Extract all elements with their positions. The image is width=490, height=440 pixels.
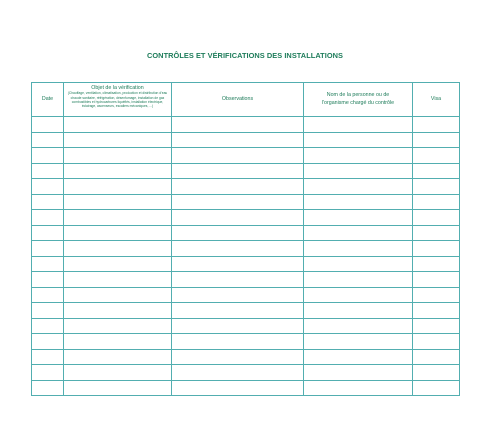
observations-cell[interactable]	[172, 225, 304, 241]
objet-cell[interactable]	[64, 179, 172, 195]
objet-column-title: Objet de la vérification	[91, 85, 144, 91]
date-cell[interactable]	[32, 318, 64, 334]
observations-cell[interactable]	[172, 132, 304, 148]
date-cell[interactable]	[32, 256, 64, 272]
visa-cell[interactable]	[413, 148, 460, 164]
observations-cell[interactable]	[172, 380, 304, 396]
table-row	[32, 287, 460, 303]
table-row	[32, 380, 460, 396]
observations-cell[interactable]	[172, 318, 304, 334]
objet-cell[interactable]	[64, 225, 172, 241]
table-header-row	[32, 83, 460, 117]
visa-cell[interactable]	[413, 194, 460, 210]
observations-column-header: Observations	[172, 83, 304, 117]
table-row	[32, 256, 460, 272]
observations-cell[interactable]	[172, 349, 304, 365]
table-body	[32, 117, 460, 396]
nom-cell[interactable]	[304, 365, 413, 381]
observations-cell[interactable]	[172, 148, 304, 164]
observations-cell[interactable]	[172, 117, 304, 133]
objet-column-detail: (Chauffage, ventilation, climatisation, production et distribution d'eau chaude sanitaire, réfrigération, désenfumage, installation de gaz combustibles et hydrocarbures liquéfiés, installation électrique, éclairage, ascenseurs, escaliers mécaniques, ...)	[67, 91, 168, 109]
table-row	[32, 272, 460, 288]
nom-cell[interactable]	[304, 349, 413, 365]
observations-cell[interactable]	[172, 163, 304, 179]
visa-cell[interactable]	[413, 365, 460, 381]
nom-cell[interactable]	[304, 256, 413, 272]
date-cell[interactable]	[32, 287, 64, 303]
nom-column-title-line2: l'organisme chargé du contrôle	[321, 99, 395, 106]
visa-cell[interactable]	[413, 132, 460, 148]
objet-cell[interactable]	[64, 365, 172, 381]
date-cell[interactable]	[32, 303, 64, 319]
objet-cell[interactable]	[64, 287, 172, 303]
table-row	[32, 194, 460, 210]
visa-cell[interactable]	[413, 256, 460, 272]
date-cell[interactable]	[32, 163, 64, 179]
visa-cell[interactable]	[413, 287, 460, 303]
date-cell[interactable]	[32, 132, 64, 148]
table-row	[32, 318, 460, 334]
date-cell[interactable]	[32, 210, 64, 226]
visa-cell[interactable]	[413, 318, 460, 334]
table-row	[32, 148, 460, 164]
nom-column-header	[304, 83, 413, 117]
nom-cell[interactable]	[304, 272, 413, 288]
nom-cell[interactable]	[304, 117, 413, 133]
inspection-register-table	[31, 82, 460, 396]
observations-cell[interactable]	[172, 194, 304, 210]
page-title: CONTRÔLES ET VÉRIFICATIONS DES INSTALLATIONS	[147, 51, 343, 60]
date-cell[interactable]	[32, 334, 64, 350]
nom-cell[interactable]	[304, 225, 413, 241]
nom-cell[interactable]	[304, 241, 413, 257]
objet-cell[interactable]	[64, 132, 172, 148]
observations-cell[interactable]	[172, 334, 304, 350]
visa-cell[interactable]	[413, 241, 460, 257]
objet-cell[interactable]	[64, 117, 172, 133]
observations-cell[interactable]	[172, 256, 304, 272]
visa-column-header: Visa	[413, 83, 460, 117]
nom-cell[interactable]	[304, 334, 413, 350]
date-cell[interactable]	[32, 179, 64, 195]
nom-cell[interactable]	[304, 287, 413, 303]
visa-cell[interactable]	[413, 380, 460, 396]
date-cell[interactable]	[32, 194, 64, 210]
observations-cell[interactable]	[172, 365, 304, 381]
nom-cell[interactable]	[304, 318, 413, 334]
date-cell[interactable]	[32, 380, 64, 396]
visa-cell[interactable]	[413, 334, 460, 350]
nom-cell[interactable]	[304, 132, 413, 148]
visa-cell[interactable]	[413, 210, 460, 226]
visa-cell[interactable]	[413, 225, 460, 241]
visa-cell[interactable]	[413, 349, 460, 365]
table-row	[32, 132, 460, 148]
objet-cell[interactable]	[64, 349, 172, 365]
nom-cell[interactable]	[304, 380, 413, 396]
table-row	[32, 210, 460, 226]
observations-cell[interactable]	[172, 287, 304, 303]
visa-cell[interactable]	[413, 163, 460, 179]
objet-cell[interactable]	[64, 334, 172, 350]
objet-cell[interactable]	[64, 148, 172, 164]
objet-cell[interactable]	[64, 318, 172, 334]
date-cell[interactable]	[32, 365, 64, 381]
objet-cell[interactable]	[64, 194, 172, 210]
visa-cell[interactable]	[413, 179, 460, 195]
objet-cell[interactable]	[64, 380, 172, 396]
table-row	[32, 163, 460, 179]
nom-cell[interactable]	[304, 303, 413, 319]
objet-cell[interactable]	[64, 256, 172, 272]
nom-cell[interactable]	[304, 179, 413, 195]
observations-cell[interactable]	[172, 303, 304, 319]
objet-cell[interactable]	[64, 241, 172, 257]
observations-cell[interactable]	[172, 179, 304, 195]
table-row	[32, 225, 460, 241]
observations-cell[interactable]	[172, 241, 304, 257]
objet-cell[interactable]	[64, 272, 172, 288]
date-cell[interactable]	[32, 349, 64, 365]
date-cell[interactable]	[32, 225, 64, 241]
visa-cell[interactable]	[413, 117, 460, 133]
date-cell[interactable]	[32, 272, 64, 288]
date-column-header: Date	[32, 83, 64, 117]
nom-cell[interactable]	[304, 194, 413, 210]
nom-column-title-line1: Nom de la personne ou de	[326, 92, 390, 99]
nom-cell[interactable]	[304, 210, 413, 226]
table-row	[32, 349, 460, 365]
table-row	[32, 365, 460, 381]
table-row	[32, 334, 460, 350]
date-cell[interactable]	[32, 241, 64, 257]
date-cell[interactable]	[32, 117, 64, 133]
table-row	[32, 241, 460, 257]
observations-cell[interactable]	[172, 272, 304, 288]
visa-cell[interactable]	[413, 272, 460, 288]
table-row	[32, 303, 460, 319]
visa-cell[interactable]	[413, 303, 460, 319]
objet-cell[interactable]	[64, 163, 172, 179]
objet-column-header	[64, 83, 172, 117]
table-row	[32, 117, 460, 133]
objet-cell[interactable]	[64, 303, 172, 319]
objet-cell[interactable]	[64, 210, 172, 226]
nom-cell[interactable]	[304, 163, 413, 179]
nom-cell[interactable]	[304, 148, 413, 164]
date-cell[interactable]	[32, 148, 64, 164]
table-row	[32, 179, 460, 195]
observations-cell[interactable]	[172, 210, 304, 226]
